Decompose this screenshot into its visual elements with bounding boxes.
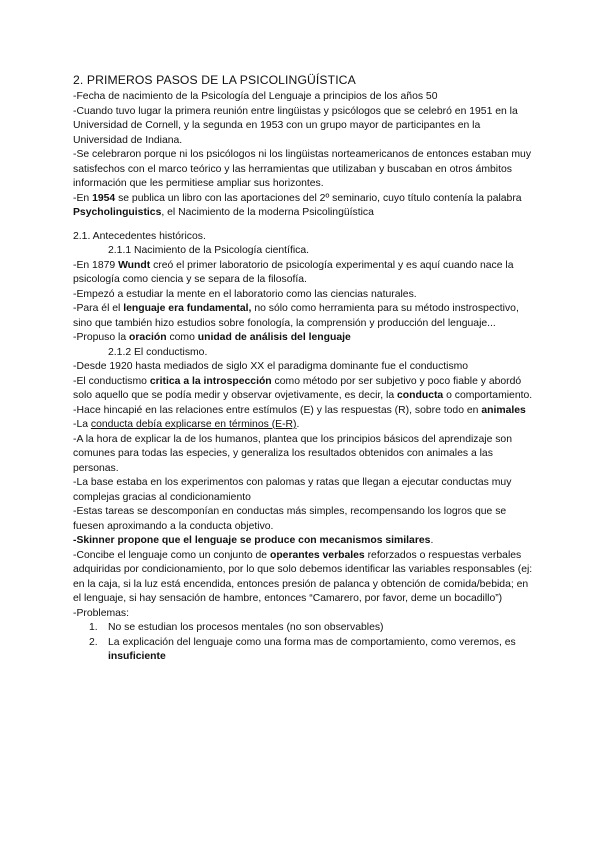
subsubsection-heading: 2.1.1 Nacimiento de la Psicología científica. — [108, 245, 309, 256]
text: creó el primer laboratorio de psicología experimental y es aquí cuando nace la psicología como ciencia y se separa de la filosofía. — [73, 259, 514, 285]
paragraph — [73, 302, 533, 331]
paragraph — [73, 418, 533, 433]
text: -Cuando tuvo lugar la primera reunión entre lingüistas y psicólogos que se celebró en 1951 en la Universidad de Cornell, y la segunda en 1953 con un grupo mayor de participantes en la Universidad de Indiana. — [73, 105, 518, 146]
bold-text: insuficiente — [108, 651, 166, 662]
paragraph: -La base estaba en los experimentos con palomas y ratas que llegan a ejecutar conductas muy complejas gracias al condicionamiento — [73, 477, 512, 503]
section-title: 2. PRIMEROS PASOS DE LA PSICOLINGÜÍSTICA — [73, 73, 356, 87]
bold-text: lenguaje era fundamental, — [123, 303, 252, 314]
spacer — [73, 221, 533, 230]
text: -Para él el — [73, 303, 124, 314]
bold-text: oración — [129, 332, 167, 343]
paragraph — [73, 90, 533, 105]
text: -En 1879 — [73, 259, 119, 271]
text: -Propuso la — [73, 332, 130, 343]
bold-text: unidad de análisis del lenguaje — [197, 332, 351, 343]
text: , el Nacimiento de la moderna Psicolingüística — [161, 207, 374, 218]
subsubsection-heading: 2.1.2 El conductismo. — [108, 346, 208, 358]
paragraph: -Empezó a estudiar la mente en el laboratorio como las ciencias naturales. — [73, 288, 417, 300]
bold-text: Psycholinguistics — [73, 207, 162, 218]
paragraph — [73, 404, 533, 419]
text: -La — [73, 419, 91, 430]
paragraph — [73, 192, 533, 221]
text: . — [296, 419, 300, 430]
bold-text: critica a la introspección — [149, 375, 272, 387]
text: -Se celebraron porque ni los psicólogos ni los lingüistas norteamericanos de entonces estaban muy satisfechos con el marco teórico y las herramientas que utilizaban y buscaban en otros ámbitos información que les permitiese ampliar sus horizontes. — [73, 149, 532, 189]
bold-text: operantes verbales — [269, 549, 365, 561]
text: como método por ser subjetivo y poco fiable y abordó solo aquello que se podía medir y observar ovjetivamente, es decir, la — [73, 375, 522, 401]
text: -Hace hincapié en las relaciones entre estímulos (E) y las respuestas (R), sobre todo en — [73, 404, 482, 416]
text: -Fecha de nacimiento de la Psicología del Lenguaje a principios de los años 50 — [73, 91, 438, 102]
list-number: 1. — [89, 622, 98, 633]
text: reforzados o respuestas verbales adquiridas por condicionamiento, por lo que solo debemos identificar las variables responsables (ej: en la caja, si la luz está encendida, entonces presión de palanca y obtención de comida/bebida; en el lenguaje, si hay sensación de hambre, entonces “Camarero, por favor, deme un bocadillo”) — [73, 549, 533, 604]
text: -Concibe el lenguaje como un conjunto de — [73, 549, 270, 561]
text: -El conductismo — [73, 375, 150, 387]
paragraph: -Desde 1920 hasta mediados de siglo XX el paradigma dominante fue el conductismo — [73, 361, 469, 372]
bold-text: -Skinner propone que el lenguaje se produce con mecanismos similares — [73, 535, 431, 546]
bold-text: animales — [481, 404, 526, 416]
underlined-text: conducta debía explicarse en términos (E-R) — [90, 419, 297, 430]
paragraph: -Problemas: — [73, 607, 130, 619]
paragraph — [73, 259, 533, 288]
bold-text: 1954 — [92, 192, 116, 204]
text: o comportamiento. — [443, 390, 533, 401]
paragraph: -A la hora de explicar la de los humanos, plantea que los principios básicos del aprendizaje son comunes para todas las especies, y generaliza los resultados obtenidos con animales a las personas. — [73, 433, 512, 474]
problems-list — [73, 621, 533, 665]
paragraph — [73, 534, 533, 549]
paragraph — [73, 105, 533, 149]
subsection-heading: 2.1. Antecedentes históricos. — [73, 230, 206, 242]
text: como — [166, 332, 198, 343]
text: se publica un libro con las aportaciones del 2º seminario, cuyo título contenía la palabra — [115, 192, 522, 204]
bold-text: conducta — [397, 390, 444, 401]
document-body — [73, 72, 533, 665]
list-item — [73, 636, 533, 665]
text: -En — [73, 192, 93, 204]
list-item — [73, 621, 533, 636]
paragraph — [73, 148, 533, 192]
text: . — [430, 535, 434, 546]
text: La explicación del lenguaje como una forma mas de comportamiento, como veremos, es — [108, 636, 516, 648]
text: No se estudian los procesos mentales (no son observables) — [108, 622, 384, 633]
paragraph — [73, 375, 533, 404]
bold-text: Wundt — [118, 259, 151, 271]
paragraph — [73, 331, 533, 346]
list-number: 2. — [89, 636, 98, 648]
text: no sólo como herramienta para su método instrospectivo, sino que también hizo estudios sobre fonología, la comprensión y producción del lenguaje... — [73, 303, 519, 329]
paragraph: -Estas tareas se descomponían en conductas más simples, recompensando los logros que se fuesen aproximando a la conducta objetivo. — [73, 506, 507, 532]
paragraph — [73, 549, 533, 607]
